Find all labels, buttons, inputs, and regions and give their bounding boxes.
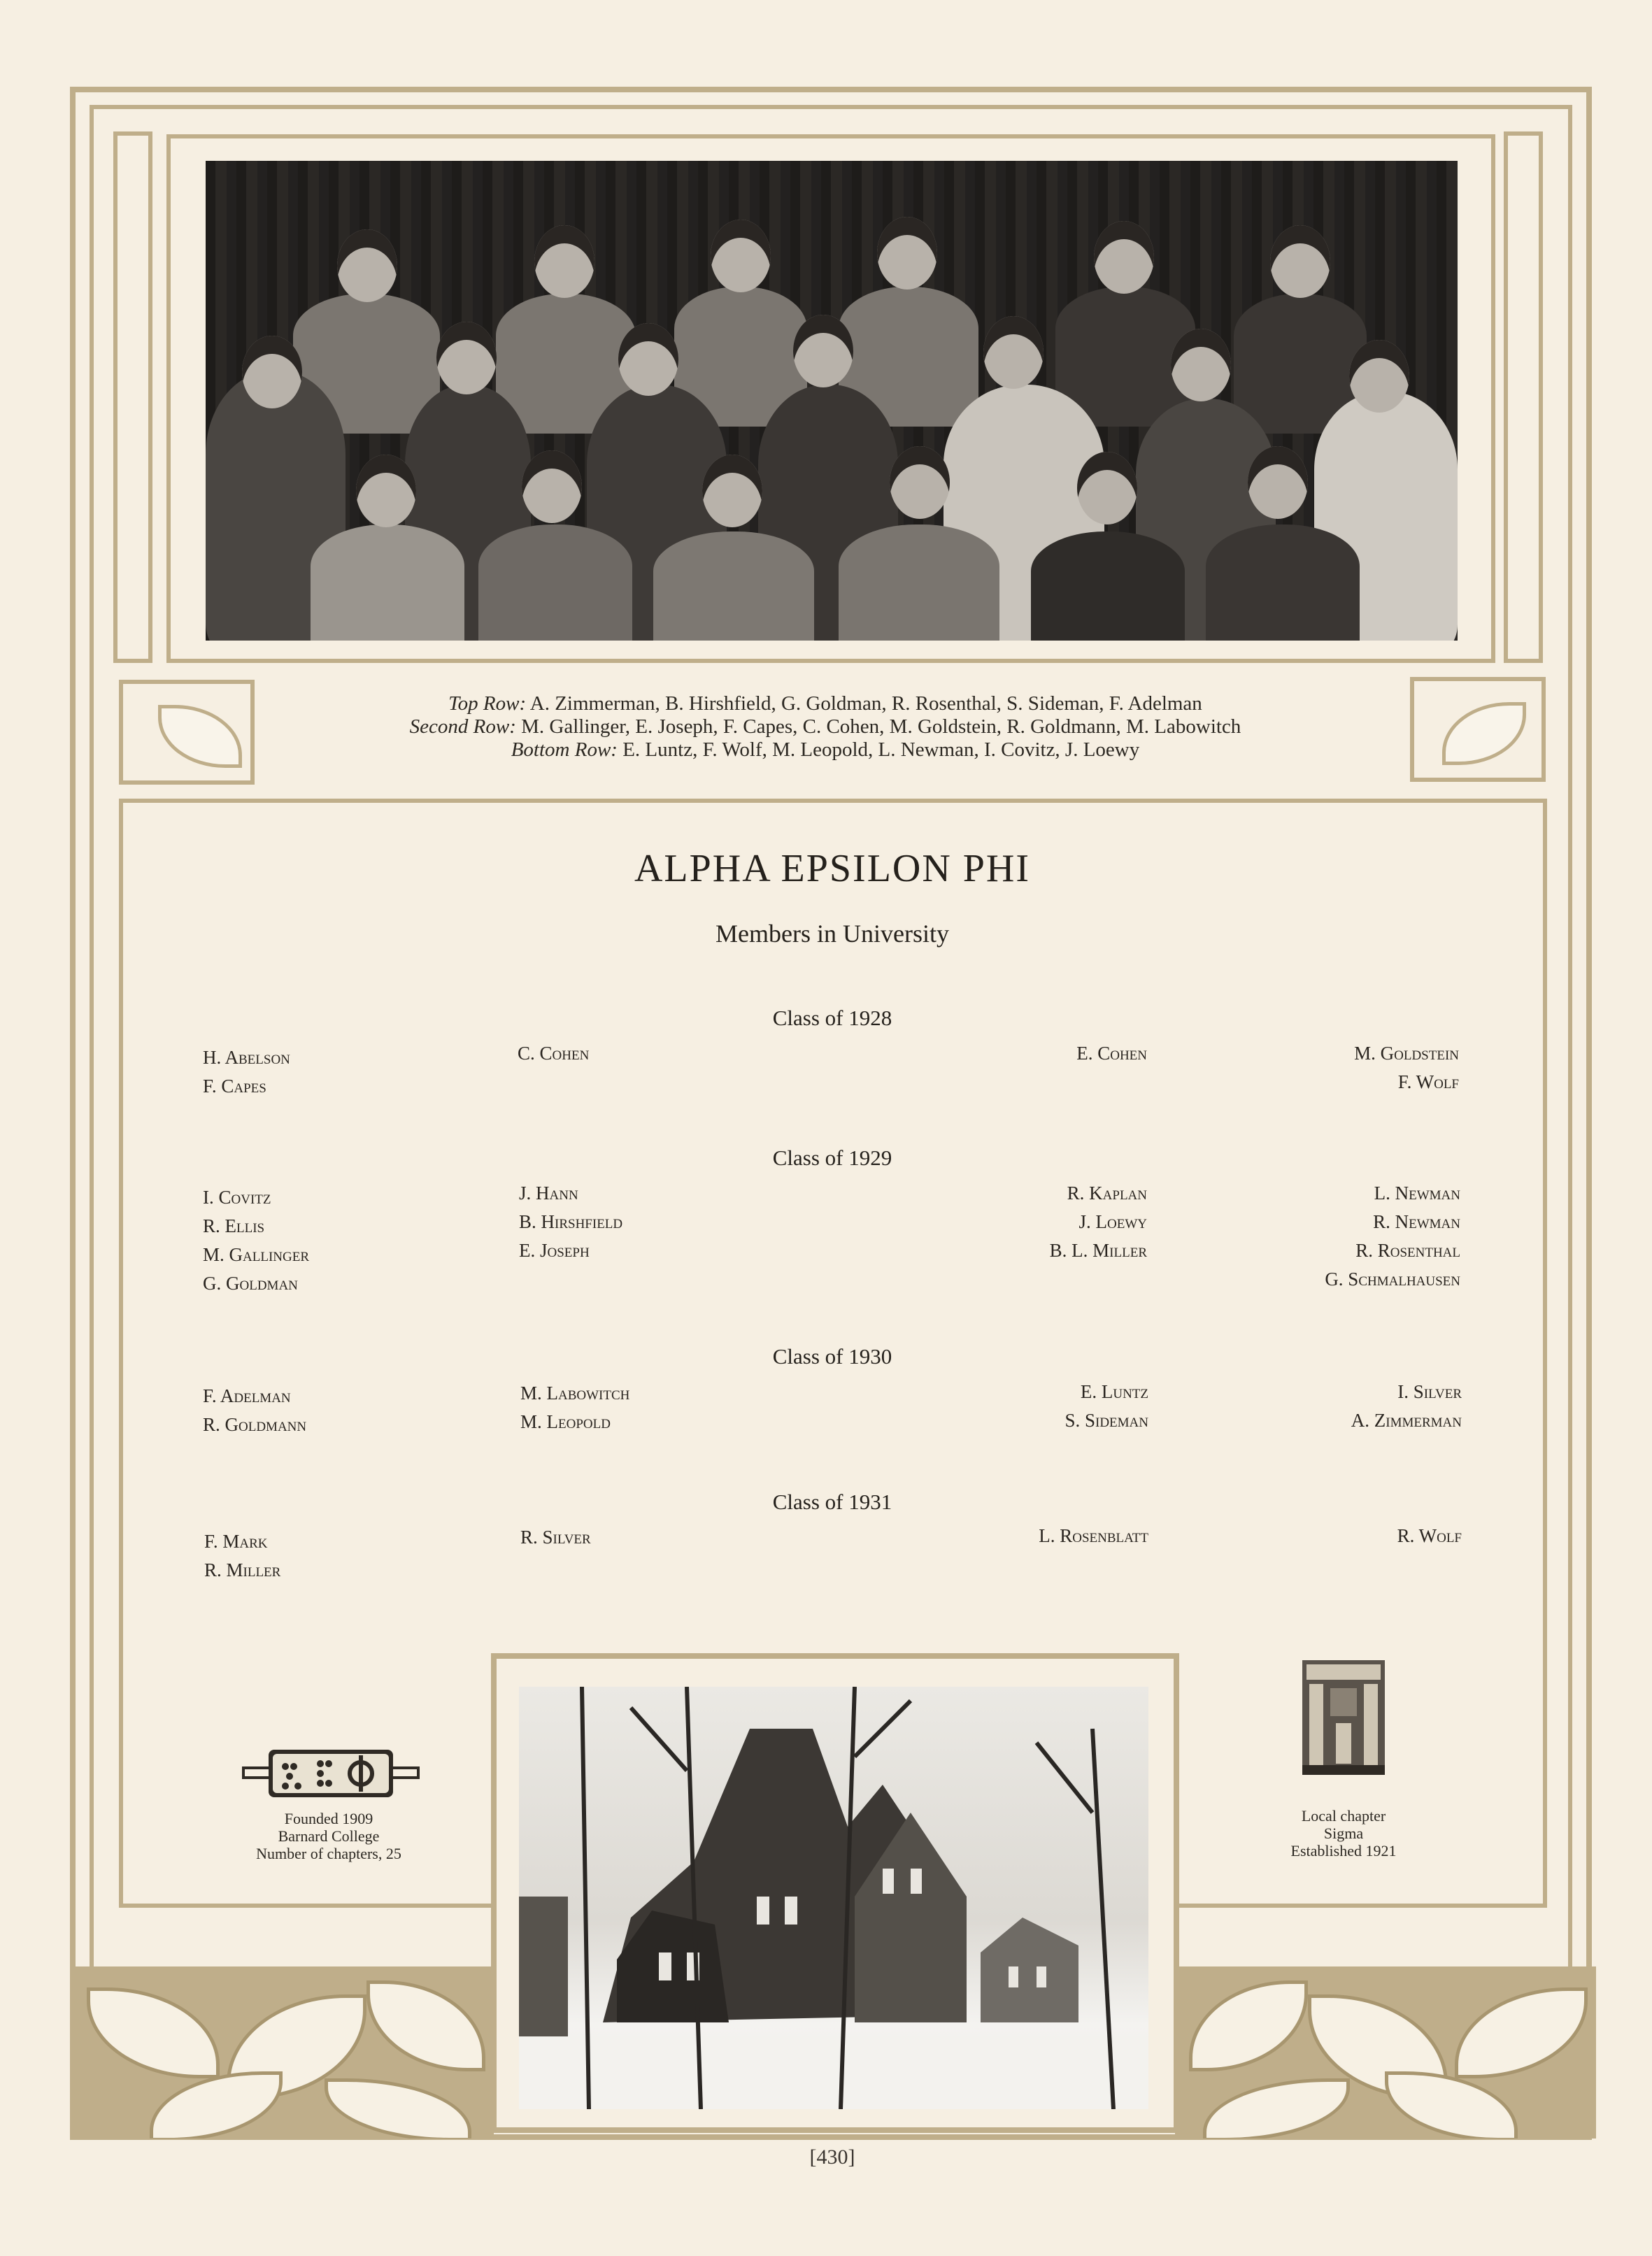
- figure-head: [983, 316, 1044, 389]
- caption-second-label: Second Row:: [409, 715, 516, 738]
- member-name: M. Leopold: [520, 1411, 611, 1432]
- figure-head: [337, 229, 397, 302]
- member-name: G. Goldman: [203, 1273, 298, 1294]
- names-column-4: [1217, 1039, 1459, 1097]
- member-name: B. L. Miller: [1049, 1240, 1147, 1261]
- names-column-2: [519, 1179, 622, 1265]
- member-name: B. Hirshfield: [519, 1211, 623, 1232]
- names-column-4: [1217, 1179, 1460, 1294]
- figure-head: [877, 217, 937, 290]
- figure: [839, 524, 999, 641]
- figure-head: [534, 225, 594, 298]
- group-photo: [206, 161, 1458, 641]
- caption-second-names: M. Gallinger, E. Joseph, F. Capes, C. Cohen, M. Goldstein, R. Goldmann, M. Labowitch: [521, 715, 1241, 738]
- chapter-established: Established 1921: [1290, 1842, 1397, 1859]
- names-column-3: [909, 1039, 1147, 1068]
- founded-year: Founded 1909: [284, 1810, 373, 1827]
- leaf-shape: [325, 2078, 471, 2139]
- founding-college: Barnard College: [278, 1827, 380, 1845]
- page-subtitle: Members in University: [715, 920, 949, 948]
- class-heading: Class of 1929: [772, 1145, 892, 1170]
- member-name: R. Wolf: [1397, 1525, 1462, 1546]
- names-column-3: [909, 1179, 1147, 1265]
- member-name: L. Newman: [1374, 1183, 1460, 1204]
- left-pillar-frame: [113, 131, 152, 663]
- figure: [1031, 531, 1185, 641]
- left-leaf-ornament: [119, 680, 255, 785]
- bottom-right-leaf-band: [1175, 1966, 1596, 2139]
- right-leaf-ornament: [1410, 677, 1546, 782]
- member-name: J. Loewy: [1078, 1211, 1147, 1232]
- caption-bottom-names: E. Luntz, F. Wolf, M. Leopold, L. Newman, I. Covitz, J. Loewy: [622, 738, 1140, 761]
- figure-head: [793, 315, 853, 387]
- chapter-count: Number of chapters, 25: [256, 1845, 401, 1862]
- caption-top-names: A. Zimmerman, B. Hirshfield, G. Goldman, R. Rosenthal, S. Sideman, F. Adelman: [529, 692, 1202, 715]
- member-name: C. Cohen: [518, 1043, 590, 1064]
- member-name: R. Miller: [204, 1559, 281, 1580]
- caption-top-label: Top Row:: [448, 692, 527, 715]
- leaf-shape: [1455, 1987, 1588, 2078]
- caption-bottom-label: Bottom Row:: [511, 738, 618, 761]
- right-pillar-frame: [1504, 131, 1543, 663]
- figure: [653, 531, 814, 641]
- figure-head: [1248, 446, 1308, 519]
- names-column-1: [203, 1043, 290, 1101]
- figure-head: [1171, 329, 1231, 401]
- member-name: M. Gallinger: [203, 1244, 309, 1265]
- member-name: R. Rosenthal: [1355, 1240, 1460, 1261]
- member-name: L. Rosenblatt: [1039, 1525, 1148, 1546]
- names-column-1: [203, 1382, 306, 1439]
- figure-head: [436, 322, 497, 394]
- house-photo: [519, 1687, 1148, 2109]
- caption-top-row: [280, 692, 1371, 715]
- member-name: F. Adelman: [203, 1385, 291, 1406]
- names-column-1: [204, 1527, 280, 1585]
- chapter-label: Local chapter: [1301, 1807, 1386, 1825]
- member-name: I. Covitz: [203, 1187, 271, 1208]
- member-name: R. Goldmann: [203, 1414, 307, 1435]
- names-column-1: [203, 1183, 309, 1298]
- names-column-2: [518, 1039, 589, 1068]
- member-name: A. Zimmerman: [1351, 1410, 1462, 1431]
- names-column-2: [520, 1523, 591, 1552]
- chapter-text: [1231, 1807, 1456, 1859]
- member-name: R. Newman: [1373, 1211, 1460, 1232]
- caption-bottom-row: [280, 738, 1371, 762]
- caption-second-row: [280, 715, 1371, 738]
- chapter-name: Sigma: [1323, 1825, 1364, 1842]
- leaf-shape: [87, 1987, 220, 2078]
- member-name: F. Wolf: [1397, 1071, 1459, 1092]
- figure-head: [1349, 340, 1409, 413]
- class-heading: Class of 1931: [772, 1490, 892, 1514]
- member-name: R. Kaplan: [1067, 1183, 1147, 1204]
- leaf-shape: [1442, 702, 1526, 765]
- leaf-shape: [158, 705, 242, 768]
- figure-head: [711, 220, 771, 292]
- member-name: H. Abelson: [203, 1047, 290, 1068]
- figure-head: [1270, 225, 1330, 298]
- names-column-4: [1217, 1378, 1462, 1435]
- member-name: G. Schmalhausen: [1325, 1269, 1460, 1290]
- photo-caption: [280, 692, 1371, 762]
- figure-head: [356, 455, 416, 527]
- figure-head: [890, 446, 950, 519]
- member-name: E. Joseph: [519, 1240, 590, 1261]
- leaf-shape: [1385, 2071, 1518, 2139]
- figure-head: [702, 455, 762, 527]
- member-name: F. Mark: [204, 1531, 268, 1552]
- figure-head: [618, 323, 678, 396]
- leaf-shape: [1189, 1980, 1308, 2071]
- member-name: R. Silver: [520, 1527, 591, 1548]
- bottom-left-leaf-band: [73, 1966, 494, 2139]
- figure: [311, 524, 464, 641]
- names-column-4: [1217, 1522, 1462, 1550]
- member-name: E. Luntz: [1080, 1381, 1148, 1402]
- names-column-3: [909, 1378, 1148, 1435]
- figure: [1206, 524, 1360, 641]
- page-title: ALPHA EPSILON PHI: [634, 847, 1031, 890]
- fraternity-pin-icon: [242, 1745, 420, 1801]
- member-name: S. Sideman: [1064, 1410, 1148, 1431]
- member-name: M. Labowitch: [520, 1383, 630, 1404]
- badge-text: [210, 1810, 448, 1862]
- leaf-shape: [366, 1980, 485, 2071]
- member-name: I. Silver: [1397, 1381, 1462, 1402]
- leaf-shape: [150, 2071, 283, 2139]
- leaf-shape: [1203, 2078, 1350, 2139]
- member-name: E. Cohen: [1076, 1043, 1147, 1064]
- figure: [478, 524, 632, 641]
- page-number: [430]: [809, 2146, 855, 2169]
- figure-head: [1077, 452, 1137, 524]
- names-column-3: [909, 1522, 1148, 1550]
- chapter-house-icon: [1302, 1660, 1385, 1775]
- member-name: F. Capes: [203, 1076, 266, 1097]
- member-name: M. Goldstein: [1354, 1043, 1459, 1064]
- class-heading: Class of 1928: [772, 1006, 892, 1030]
- figure-head: [522, 450, 582, 523]
- figure-head: [242, 336, 302, 408]
- class-heading: Class of 1930: [772, 1344, 892, 1369]
- figure-head: [1094, 221, 1154, 294]
- member-name: J. Hann: [519, 1183, 578, 1204]
- member-name: R. Ellis: [203, 1215, 265, 1236]
- names-column-2: [520, 1379, 629, 1436]
